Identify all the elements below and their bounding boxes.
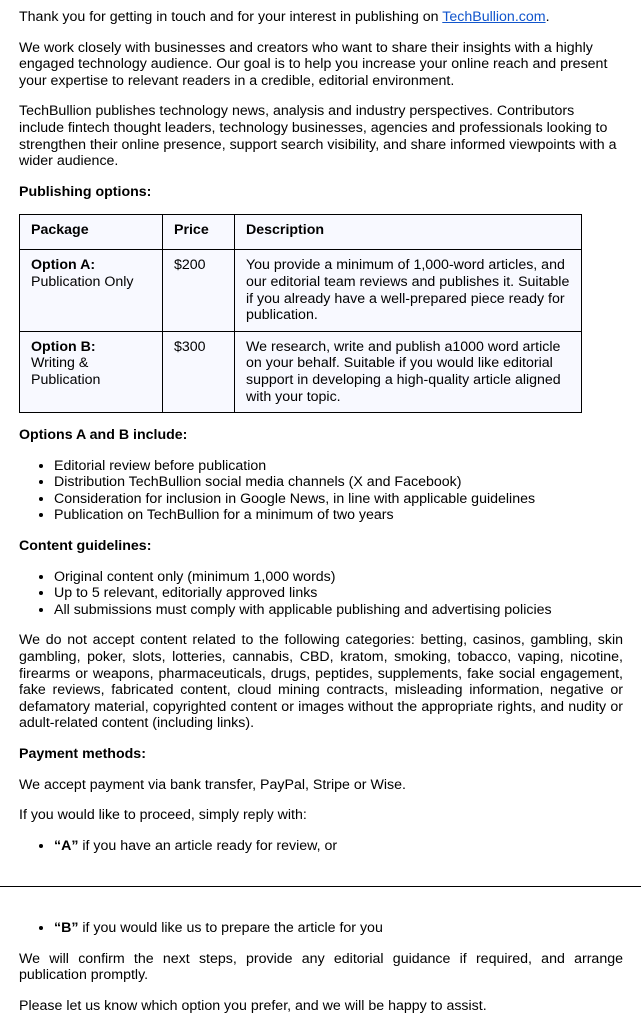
includes-heading: Options A and B include: [19,427,188,444]
package-name: Option A: [31,257,96,274]
list-item: • Consideration for inclusion in Google News, in line with applicable guidelines [54,491,623,508]
about-paragraph: We work closely with businesses and creators who want to share their insights with a highly engaged technology audience. Our goal is to help you increase your online reach and present your expertise to relevant readers in a credible, editorial environment. [19,39,608,89]
reply-a-key: “A” [54,837,79,854]
list-item [54,838,623,855]
payment-paragraph: We accept payment via bank transfer, PayPal, Stripe or Wise. [19,776,406,793]
includes-list [19,458,623,524]
reply-list-b [19,920,623,937]
email-body [19,9,623,868]
header-description: Description [235,215,582,250]
table-header-row [20,215,582,250]
list-item: • Up to 5 relevant, editorially approved links [54,585,623,602]
package-subname: Publication Only [31,273,134,290]
intro-paragraph [19,9,623,26]
payment-heading: Payment methods: [19,746,146,762]
package-name: Option B: [31,338,96,355]
confirm-paragraph: We will confirm the next steps, provide any editorial guidance if required, and arrange publication promptly. [19,950,623,984]
reply-b-key: “B” [54,920,79,936]
header-price: Price [163,215,235,250]
list-item: • Publication on TechBullion for a minimum of two years [54,507,623,524]
package-cell [20,331,163,412]
description-cell: You provide a minimum of 1,000-word articles, and our editorial team reviews and publishes it. Suitable if you already have a well-prepared piece ready for publication. [235,250,582,331]
intro-text: Thank you for getting in touch and for your interest in publishing on [19,9,443,25]
price-cell: $200 [163,250,235,331]
list-item: • Editorial review before publication [54,458,623,475]
table-row [20,331,582,412]
list-item: • All submissions must comply with applicable publishing and advertising policies [54,602,623,619]
publisher-paragraph: TechBullion publishes technology news, analysis and industry perspectives. Contributors include fintech thought leaders, technology businesses, agencies and professionals looking to strengthen their online presence, support search visibility, and share informed viewpoints with a wider audience. [19,103,617,170]
reply-b-text: if you would like us to prepare the article for you [78,920,383,936]
closing-paragraph: Please let us know which option you prefer, and we will be happy to assist. [19,997,487,1014]
header-package: Package [20,215,163,250]
description-cell: We research, write and publish a1000 word article on your behalf. Suitable if you would like editorial support in developing a high-quality article aligned with your topic. [235,331,582,412]
packages-table [19,214,582,413]
table-row [20,250,582,331]
intro-end: . [545,9,550,25]
publishing-options-heading: Publishing options: [19,183,152,200]
guidelines-list [19,569,623,619]
price-cell: $300 [163,331,235,412]
proceed-paragraph: If you would like to proceed, simply reply with: [19,807,307,824]
list-item [54,920,623,937]
package-cell [20,250,163,331]
restrictions-paragraph: We do not accept content related to the following categories: betting, casinos, gambling, skin gambling, poker, slots, lotteries, cannabis, CBD, kratom, smoking, tobacco, vaping, nicotine, firearms or weapons, pharmaceuticals, drugs, peptides, supplements, fake social engagement, fake reviews, fabricated content, cloud mining contracts, misleading information, negative or defamatory material, copyrighted content or images without the appropriate rights, and nudity or adult-related content (including links). [19,632,623,732]
guidelines-heading: Content guidelines: [19,538,152,555]
list-item: • Original content only (minimum 1,000 words) [54,569,623,586]
page-divider [0,886,641,887]
email-body-continued [19,920,623,1028]
reply-list-a [19,838,623,855]
list-item: • Distribution TechBullion social media channels (X and Facebook) [54,474,623,491]
package-subname: Writing & Publication [31,355,101,388]
reply-a-text: if you have an article ready for review, or [78,837,338,854]
techbullion-link[interactable]: TechBullion.com [442,9,546,25]
